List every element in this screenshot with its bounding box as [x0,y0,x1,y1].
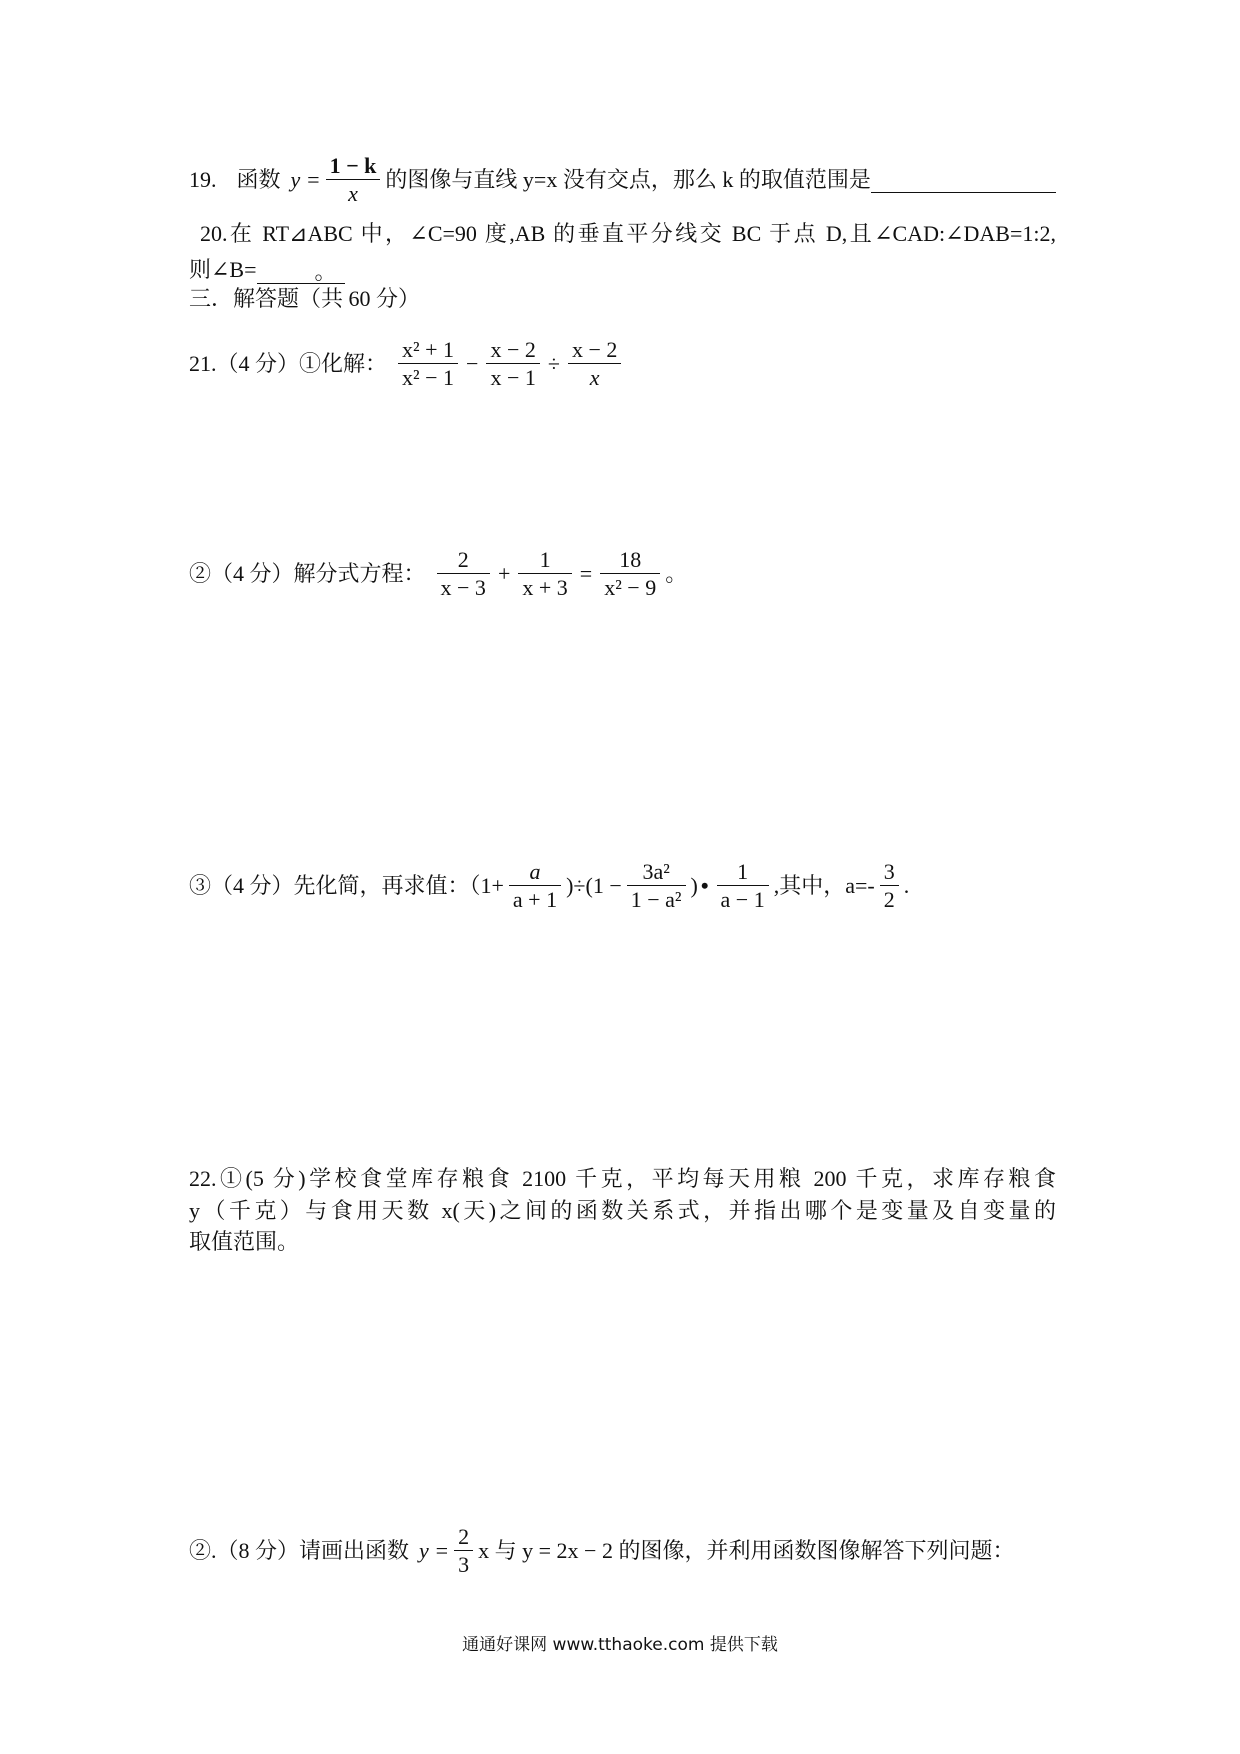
fraction-1 [437,546,490,601]
minus-operator: − [466,350,479,376]
numerator: 1 [717,858,769,886]
denominator: x [589,365,600,390]
denominator: x + 3 [522,575,568,600]
denominator: x − 1 [490,365,536,390]
numerator: 1 − k [326,152,381,180]
question-20-line-2 [189,255,345,285]
denominator: x² − 9 [604,575,657,600]
divide-operator: ÷ [547,350,560,376]
denominator: 2 [883,887,895,912]
fraction-4 [880,858,899,913]
equals-operator: = [579,560,593,586]
fraction [326,152,381,207]
numerator: 3a² [627,858,686,886]
question-label: ③（4 分）先化简，再求值：（1+ [189,872,504,898]
numerator: a [509,858,561,886]
denominator: a − 1 [720,887,765,912]
question-label: ②（4 分）解分式方程： [189,560,426,586]
fraction-2 [486,336,539,391]
period: 。 [665,560,688,586]
question-22-2 [189,1523,1014,1578]
denominator: x − 3 [440,575,486,600]
question-text-end: 的图像与直线 y=x 没有交点，那么 k 的取值范围是 [385,166,871,192]
question-21-1 [189,336,626,391]
section-heading: 三．解答题（共 60 分） [189,286,421,311]
plus-operator: + [497,560,511,586]
question-20-line-1: 20.在 RT⊿ABC 中，∠C=90 度,AB 的垂直平分线交 BC 于点 D,且∠CAD:∠DAB=1:2, [200,221,1056,246]
question-text-start: 函数 [236,166,281,192]
question-22-1-line-2: y（千克）与食用天数 x(天)之间的函数关系式，并指出哪个是变量及自变量的 [189,1198,1056,1223]
question-21-3 [189,858,909,913]
numerator: x − 2 [486,336,539,364]
fraction [454,1523,473,1578]
answer-blank [871,166,1056,193]
question-label: ②.（8 分）请画出函数 [189,1537,410,1563]
question-22-1-line-3: 取值范围。 [189,1229,300,1254]
numerator: x² + 1 [398,336,458,364]
y-equals: y = [290,166,321,192]
numerator: 3 [880,858,899,886]
fraction-2 [518,546,571,601]
question-22-1-line-1: 22.①(5 分)学校食堂库存粮食 2100 千克，平均每天用粮 200 千克，求库存粮食 [189,1166,1056,1191]
answer-blank: 。 [257,257,345,284]
question-label: 21.（4 分）①化解： [189,350,388,376]
numerator: x − 2 [568,336,621,364]
denominator: a + 1 [512,887,558,912]
expression-text: ,其中，a=- [773,872,875,898]
expression-text: )÷(1 − [566,872,622,898]
denominator: x [348,181,358,206]
page-footer: 通通好课网 www.tthaoke.com 提供下载 [462,1635,778,1655]
denominator: 1 − a² [630,887,682,912]
numerator: 2 [437,546,490,574]
numerator: 1 [518,546,571,574]
fraction-3 [717,858,769,913]
fraction-1 [509,858,561,913]
y-equals: y = [419,1537,450,1563]
denominator: x² − 1 [402,365,455,390]
denominator: 3 [458,1552,470,1577]
expression-text: ) [690,872,698,898]
fraction-2 [627,858,686,913]
question-21-2 [189,546,687,601]
question-19 [189,152,1056,207]
question-text: 则∠B= [189,257,257,282]
numerator: 18 [600,546,660,574]
multiply-dot: • [700,872,709,898]
question-number: 19. [189,166,217,192]
question-text: x 与 y = 2x − 2 的图像，并利用函数图像解答下列问题： [478,1537,1015,1563]
fraction-1 [398,336,458,391]
period: . [903,872,910,898]
fraction-3 [568,336,621,391]
numerator: 2 [454,1523,473,1551]
fraction-3 [600,546,660,601]
